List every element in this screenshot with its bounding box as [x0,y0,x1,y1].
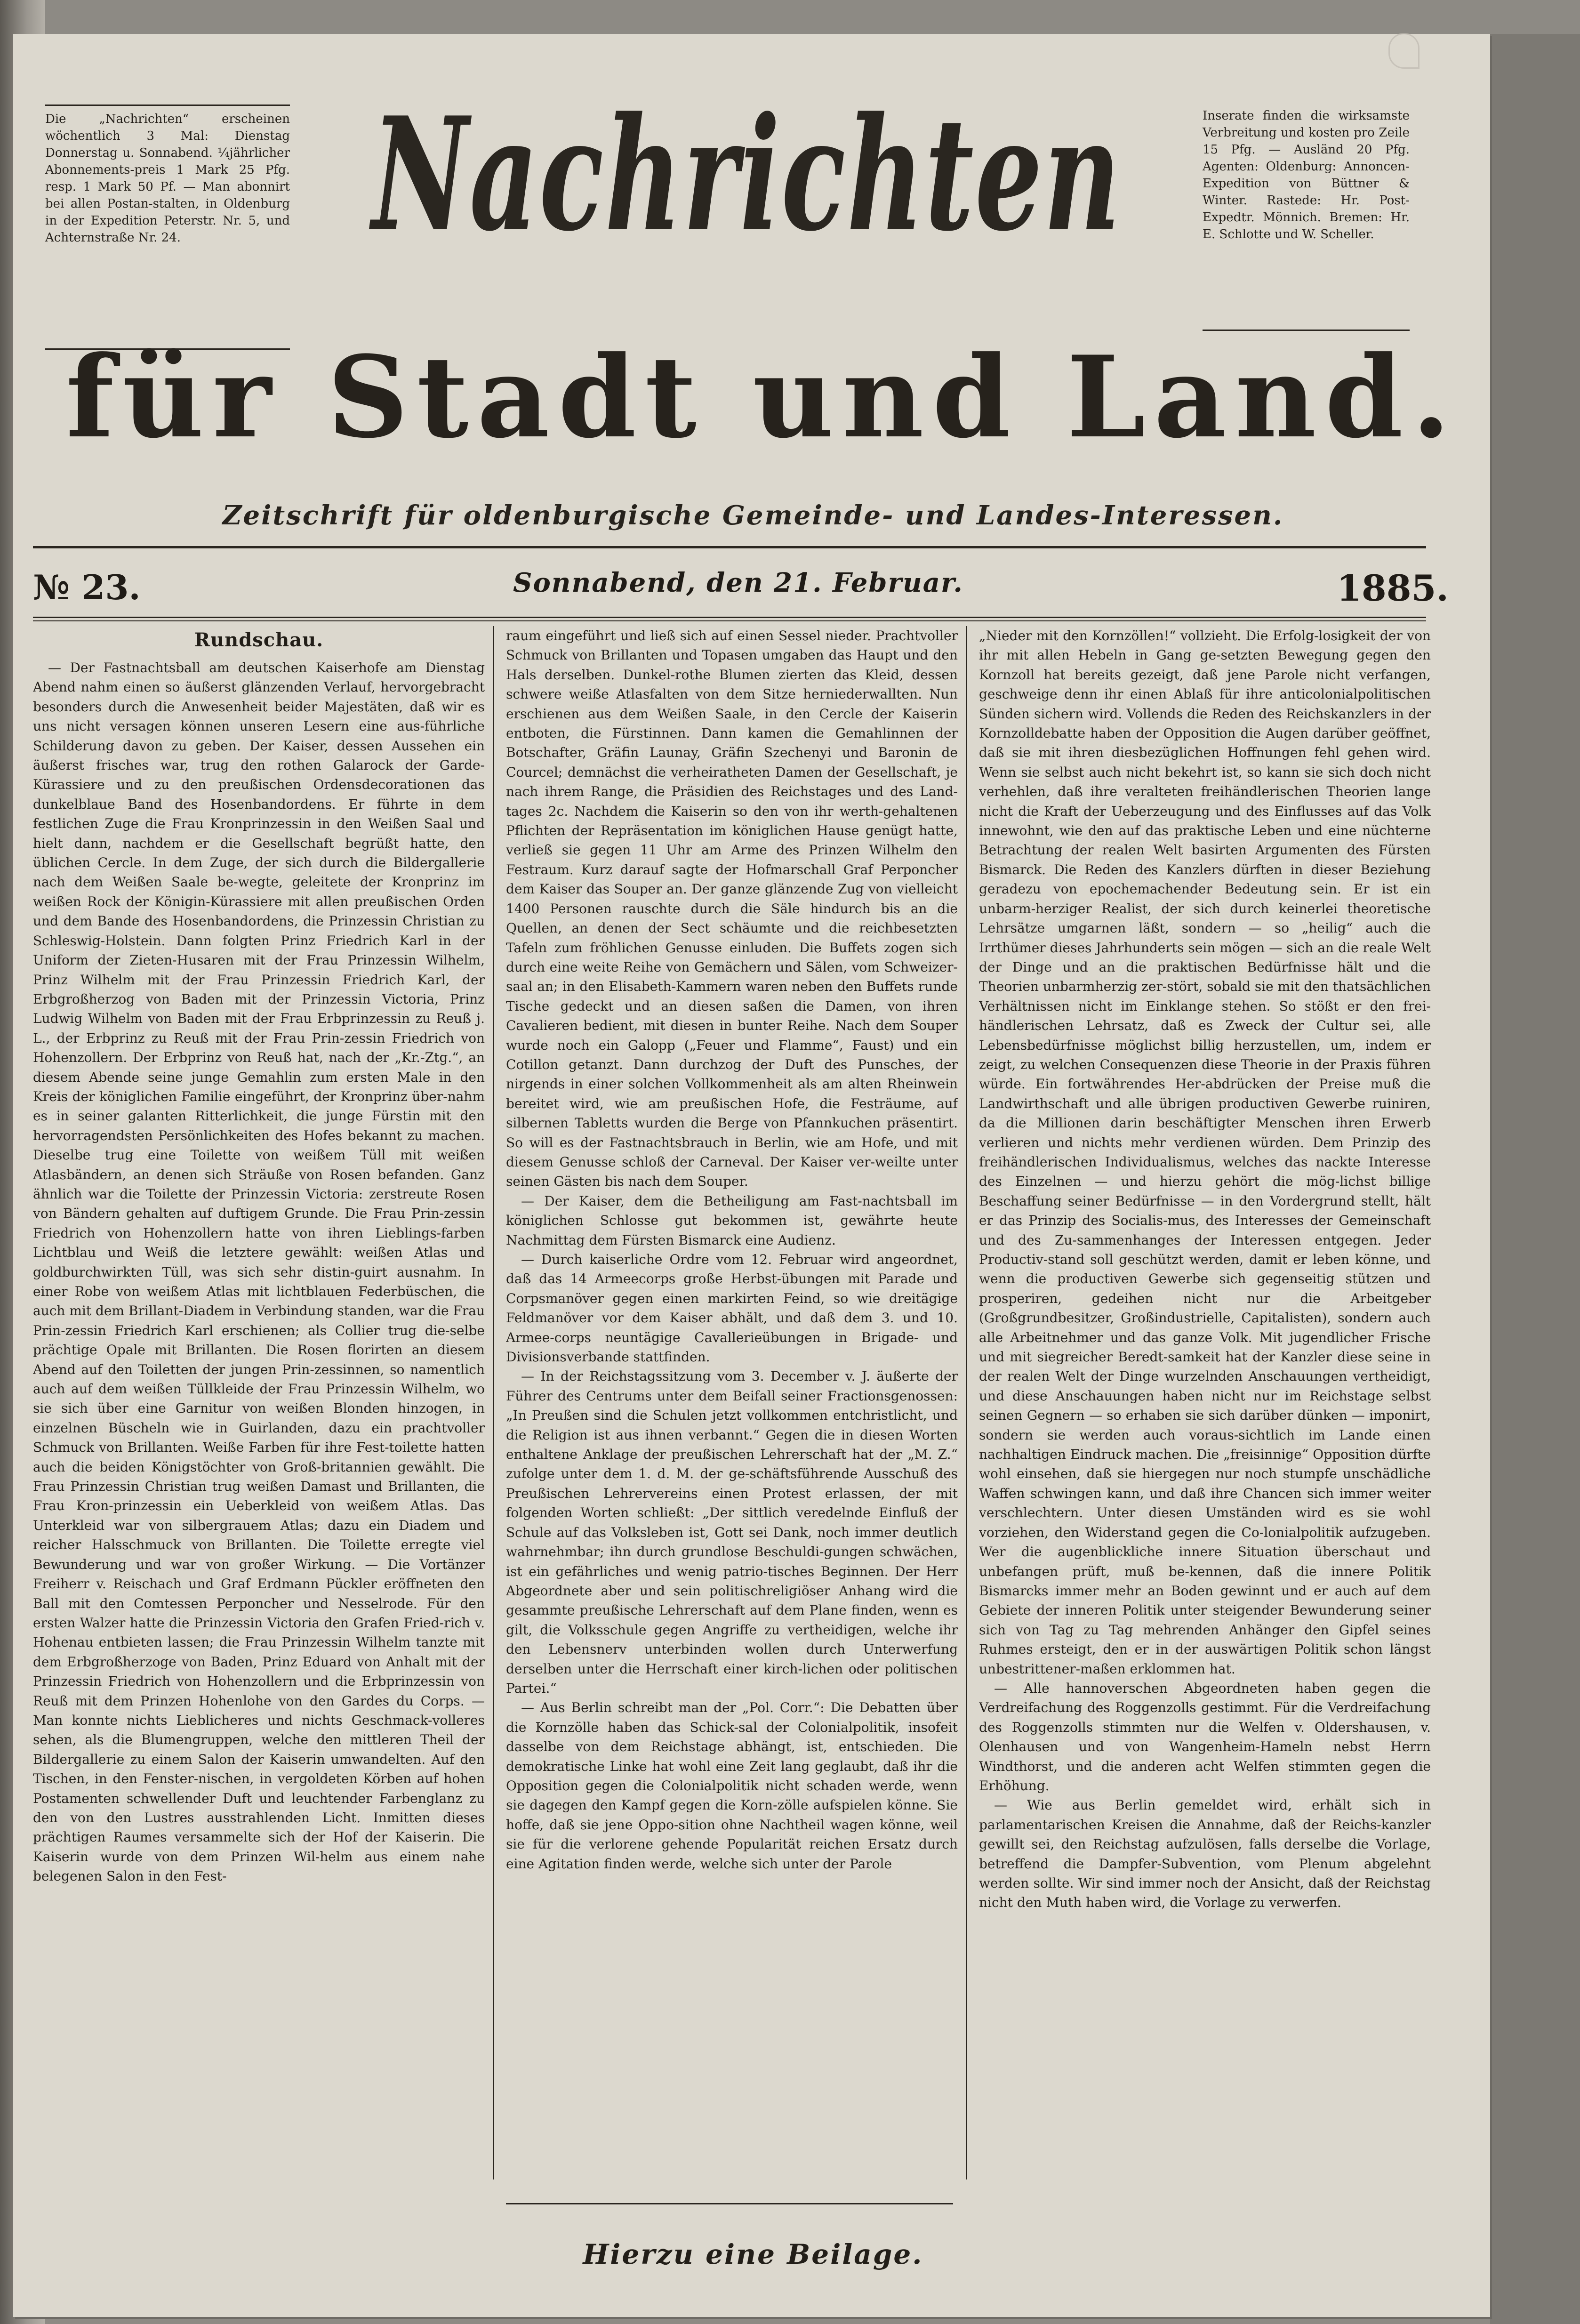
article-fastnachtsball: — Der Fastnachtsball am deutschen Kaiserhofe am Dienstag Abend nahm einen so äußerst glänzenden Verlauf, hervorgebracht besonders durch die Anwesenheit beider Majestäten, daß wir es uns nicht versagen können unseren Lesern eine aus-führliche Schilderung davon zu geben. Der Kaiser, dessen Aussehen ein äußerst frisches war, trug den rothen Galarock der Garde-Kürassiere und zu den preußischen Ordensdecorationen das dunkelblaue Band des Hosenbandordens. Er führte in dem festlichen Zuge die Frau Kronprinzessin in den Weißen Saal und hielt dann, nachdem er die Gesellschaft begrüßt hatte, den üblichen Cercle. In dem Zuge, der sich durch die Bildergallerie nach dem Weißen Saale be-wegte, geleitete der Kronprinz im weißen Rock der Königin-Kürassiere mit allen preußischen Orden und dem Bande des Hosenbandordens, die Prinzessin Christian zu Schleswig-Holstein. Dann folgten Prinz Friedrich Karl in der Uniform der Zieten-Husaren mit der Frau Prinzessin Wilhelm, Prinz Wilhelm mit der Frau Prinzessin Friedrich Karl, der Erbgroßherzog von Baden mit der Prinzessin Victoria, Prinz Ludwig Wilhelm von Baden mit der Frau Erbprinzessin zu Reuß j. L., der Erbprinz zu Reuß mit der Frau Prin-zessin Friedrich von Hohenzollern. Der Erbprinz von Reuß hat, nach der „Kr.-Ztg.“, an diesem Abende seine junge Gemahlin zum ersten Male in den Kreis der königlichen Familie eingeführt, der Kronprinz über-nahm es in seiner galanten Ritterlichkeit, die junge Fürstin mit den hervorragendsten Persönlichkeiten des Hofes bekannt zu machen. Dieselbe trug eine Toilette von weißem Tüll mit weißen Atlasbändern, an denen sich Sträuße von Rosen befanden. Ganz ähnlich war die Toilette der Prinzessin Victoria: zerstreute Rosen von Bändern gehalten auf duftigem Grunde. Die Frau Prin-zessin Friedrich von Hohenzollern hatte von ihren Lieblings-farben Lichtblau und Weiß die letztere gewählt: weißen Atlas und goldburchwirkten Tüll, was sich sehr distin-guirt ausnahm. In einer Robe von weißem Atlas mit lichtblauen Federbüschen, die auch mit dem Brillant-Diadem in Verbindung standen, war die Frau Prin-zessin Friedrich Karl erschienen; als Collier trug die-selbe prächtige Opale mit Brillanten. Die Rosen florirten an diesem Abend auf den Toiletten der jungen Prin-zessinnen, so namentlich auch auf dem weißen Tüllkleide der Frau Prinzessin Wilhelm, wo sie sich über eine Garnitur von weißen Blonden hinzogen, in einzelnen Büscheln wie in Guirlanden, dazu ein prachtvoller Schmuck von Brillanten. Weiße Farben für ihre Fest-toilette hatten auch die beiden Königstöchter von Groß-britannien gewählt. Die Frau Prinzessin Christian trug weißen Damast und Brillanten, die Frau Kron-prinzessin ein Ueberkleid von weißem Atlas. Das Unterkleid war von silbergrauem Atlas; dazu ein Diadem und reicher Halsschmuck von Brillanten. Die Toilette erregte viel Bewunderung und war von großer Wirkung. — Die Vortänzer Freiherr v. Reischach und Graf Erdmann Pückler eröffneten den Ball mit den Comtessen Perponcher und Nesselrode. Für den ersten Walzer hatte die Prinzessin Victoria den Grafen Fried-rich v. Hohenau entbieten lassen; die Frau Prinzessin Wilhelm tanzte mit dem Erbgroßherzoge von Baden, Prinz Eduard von Anhalt mit der Prinzessin Friedrich von Hohenzollern und die Erbprinzessin von Reuß mit dem Prinzen Hohenlohe von den Gardes du Corps. — Man konnte nichts Lieblicheres und nichts Geschmack-volleres sehen, als die Blumengruppen, welche den mittleren Theil der Bildergallerie zu einem Salon der Kaiserin umwandelten. Auf den Tischen, in den Fenster-nischen, in vergoldeten Körben auf hohen Postamenten schwellender Duft und leuchtender Farbenglanz zu den von den Lustres ausstrahlenden Licht. Inmitten dieses prächtigen Raumes versammelte sich der Hof der Kaiserin. Die Kaiserin wurde von dem Prinzen Wil-helm aus einem nahe belegenen Salon in den Fest- [33,660,485,1884]
article-kornzoelle-continued: „Nieder mit den Kornzöllen!“ vollzieht. Die Erfolg-losigkeit der von ihr mit allen Hebeln in Gang ge-setzten Bewegung gegen den Kornzoll hat bereits gezeigt, daß jene Parole nicht verfangen, geschweige denn ihr einen Ablaß für ihre anticolonialpolitischen Sünden sichern wird. Vollends die Reden des Reichskanzlers in der Kornzolldebatte haben der Opposition die Augen darüber geöffnet, daß sie mit ihren diesbezüglichen Hoffnungen fehl gehen wird. Wenn sie selbst auch nicht bekehrt ist, so kann sie sich doch nicht verhehlen, daß ihre veralteten freihändlerischen Theorien lange nicht die Kraft der Ueberzeugung und des Einflusses auf das Volk innewohnt, wie den auf das praktische Leben und eine nüchterne Betrachtung der realen Welt basirten Argumenten des Fürsten Bismarck. Die Reden des Kanzlers dürften in dieser Beziehung geradezu von epochemachender Bedeutung sein. Er ist ein unbarm-herziger Realist, der sich durch keinerlei theoretische Lehrsätze umgarnen läßt, sondern — so „heilig“ auch die Irrthümer dieses Jahrhunderts sein mögen — sich an die reale Welt der Dinge und an die praktischen Bedürfnisse hält und die Theorien unbarmherzig zer-stört, sobald sie mit den thatsächlichen Verhältnissen nicht im Einklange stehen. So stößt er den frei-händlerischen Lehrsatz, daß es Zweck der Cultur sei, alle Lebensbedürfnisse möglichst billig herzustellen, um, indem er zeigt, zu welchen Consequenzen diese Theorie in der Praxis führen würde. Ein fortwährendes Her-abdrücken der Preise muß die Landwirthschaft und alle übrigen productiven Gewerbe ruiniren, da die Millionen darin beschäftigter Menschen ihren Erwerb verlieren und nichts mehr verdienen würden. Dem Prinzip des freihändlerischen Individualismus, welches das nackte Interesse des Einzelnen — und hierzu gehört die mög-lichst billige Beschaffung seiner Bedürfnisse — in den Vordergrund stellt, hält er das Prinzip des Socialis-mus, des Interesses der Gemeinschaft und des Zu-sammenhanges der Interessen entgegen. Jeder Productiv-stand soll geschützt werden, damit er leben könne, und wenn die productiven Gewerbe sich gegenseitig stützen und prosperiren, gedeihen nicht nur die Arbeitgeber (Großgrundbesitzer, Großindustrielle, Capitalisten), sondern auch alle Arbeitnehmer und das ganze Volk. Mit jugendlicher Frische und mit siegreicher Beredt-samkeit hat der Kanzler diese seine in der realen Welt der Dinge wurzelnden Anschauungen vertheidigt, und diese Anschauungen haben nicht nur im Reichstage selbst seinen Gegnern — so erhaben sie sich darüber dünken — imponirt, sondern sie werden auch voraus-sichtlich im Lande einen nachhaltigen Eindruck machen. Die „freisinnige“ Opposition dürfte wohl einsehen, daß sie hiergegen nur noch stumpfe unschädliche Waffen schwingen kann, und daß ihre Chancen sich immer weiter verschlechtern. Unter diesen Umständen wird es sie wohl vorziehen, den Widerstand gegen die Co-lonialpolitik aufzugeben. Wer die augenblickliche innere Situation überschaut und unbefangen prüft, muß be-kennen, daß die innere Politik Bismarcks immer mehr an Boden gewinnt und er auch auf dem Gebiete der inneren Politik unter steigender Bewunderung seiner sich von Tag zu Tag mehrenden Anhänger den Gipfel seines Ruhmes ersteigt, den er in der auswärtigen Politik schon längst unbestrittener-maßen erklommen hat. [979,628,1431,1677]
issue-number: № 23. [33,567,141,607]
left-box-top-rule [45,105,290,106]
masthead-subtitle: Zeitschrift für oldenburgische Gemeinde- und Landes-Interessen. [222,500,1284,531]
article-kornzoelle: — Aus Berlin schreibt man der „Pol. Corr.“: Die Debatten über die Kornzölle haben das Schick-sal der Colonialpolitik, insofeit dasselbe von dem Reichstage abhängt, ist, entschieden. Die demokratische Linke hat wohl eine Zeit lang geglaubt, daß ihr die Opposition gegen die Colonialpolitik nicht schaden werde, wenn sie dagegen den Kampf gegen die Korn-zölle aufspielen könne. Sie hoffe, daß sie jene Oppo-sition ohne Nachtheil wagen könne, weil sie für die verlorene gehende Popularität reichen Ersatz durch eine Agitation finden werde, welche sich unter der Parole [506,1700,958,1872]
issue-date: Sonnabend, den 21. Februar. [513,567,963,598]
masthead-title: Nachrichten [372,83,1122,265]
dateline-rule-top [33,617,1426,618]
column-divider-1 [493,626,494,2179]
article-herbstuebungen: — Durch kaiserliche Ordre vom 12. Februar wird angeordnet, daß das 14 Armeecorps große Herbst-übungen mit Parade und Corpsmanöver gegen einen markirten Feind, so wie dreitägige Feldmanöver vor dem Kaiser abhält, und daß dem 3. und 10. Armee-corps neuntägige Cavallerieübungen in Brigade- und Divisionsverbande stattfinden. [506,1252,958,1365]
article-reichstag-aufloesung: — Wie aus Berlin gemeldet wird, erhält sich in parlamentarischen Kreisen die Annahme, daß der Reichs-kanzler gewillt sei, den Reichstag aufzulösen, falls derselbe die Vorlage, betreffend die Dampfer-Subvention, vom Plenum abgelehnt werden sollte. Wir sind immer noch der Ansicht, daß der Reichstag nicht den Muth haben wird, die Vorlage zu verwerfen. [979,1797,1431,1911]
column-3 [979,626,1431,2170]
advertising-info-box: Inserate finden die wirksamste Verbreitung und kosten pro Zeile 15 Pfg. — Ausländ 20 Pfg. Agenten: Oldenburg: Annoncen-Expedition von Büttner & Winter. Rastede: Hr. Post-Expedtr. Mönnich. Bremen: Hr. E. Schlotte und W. Scheller. [1203,109,1410,241]
section-heading: Rundschau. [194,629,324,651]
column-end-rule [506,2203,953,2204]
page-margin-right [1490,34,1580,2324]
article-reichstagssitzung: — In der Reichstagssitzung vom 3. December v. J. äußerte der Führer des Centrums unter dem Beifall seiner Fractionsgenossen: „In Preußen sind die Schulen jetzt vollkommen entchristlicht, und die Religion ist aus ihnen verbannt.“ Gegen die in diesen Worten enthaltene Anklage der preußischen Lehrerschaft hat der „M. Z.“ zufolge unter dem 1. d. M. der ge-schäftsführende Ausschuß des Preußischen Lehrervereins einen Protest erlassen, der mit folgenden Worten schließt: „Der sittlich veredelnde Einfluß der Schule auf das Volksleben ist, Gott sei Dank, noch immer deutlich wahrnehmbar; ihn durch grundlose Beschuldi-gungen schwächen, ist ein gefährliches und wenig patrio-tisches Beginnen. Der Herr Abgeordnete aber und sein politischreligiöser Anhang wird die gesammte preußische Lehrerschaft auf dem Plane finden, wenn es gilt, die Volksschule gegen Angriffe zu vertheidigen, welche ihr den Lebensnerv unterbinden wollen durch Unterwerfung derselben unter die Herrschaft einer kirch-lichen oder politischen Partei.“ [506,1368,958,1696]
article-hannoversche-abgeordnete: — Alle hannoverschen Abgeordneten haben gegen die Verdreifachung des Roggenzolls gestimmt. Für die Verdreifachung des Roggenzolls stimmten nur die Welfen v. Oldershausen, v. Olenhausen und von Wangenheim-Hameln nebst Herrn Windthorst, und die anderen acht Welfen stimmten gegen die Erhöhung. [979,1680,1431,1793]
masthead-rule [33,546,1426,548]
dateline-rule-bottom [33,620,1426,621]
masthead-title-line2: für Stadt und Land. [65,332,1460,463]
article-kaiser-audienz: — Der Kaiser, dem die Betheiligung am Fast-nachtsball im königlichen Schlosse gut bekommen ist, gewährte heute Nachmittag dem Fürsten Bismarck eine Audienz. [506,1193,958,1248]
subscription-info-box: Die „Nachrichten“ erscheinen wöchentlich 3 Mal: Dienstag Donnerstag u. Sonnabend. ¼jährlicher Abonnements-preis 1 Mark 25 Pfg. resp. 1 Mark 50 Pf. — Man abonnirt bei allen Postan-stalten, in Oldenburg in der Expedition Peterstr. Nr. 5, und Achternstraße Nr. 24. [45,112,290,245]
column-divider-2 [966,626,967,2179]
issue-year: 1885. [1337,567,1449,609]
supplement-notice: Hierzu eine Beilage. [583,2238,923,2270]
column-2 [506,626,958,2170]
right-box-bottom-rule [1203,330,1410,331]
article-fastnachtsball-continued: raum eingeführt und ließ sich auf einen Sessel nieder. Prachtvoller Schmuck von Brillanten und Topasen umgaben das Haupt und den Hals derselben. Dunkel-rothe Blumen zierten das Kleid, dessen schwere weiße Atlasfalten von dem Sitze herniederwallten. Nun erschienen aus dem Weißen Saale, in den Cercle der Kaiserin entboten, die Fürstinnen. Dann kamen die Gemahlinnen der Botschafter, Gräfin Launay, Gräfin Szechenyi und Baronin de Courcel; demnächst die verheiratheten Damen der Gesellschaft, je nach ihrem Range, die Präsidien des Reichstages und des Land-tages 2c. Nachdem die Kaiserin so den von ihr werth-gehaltenen Pflichten der Repräsentation im königlichen Hause genügt hatte, verließ sie gegen 11 Uhr am Arme des Prinzen Wilhelm den Festraum. Kurz darauf sagte der Hofmarschall Graf Perponcher dem Kaiser das Souper an. Der ganze glänzende Zug von vielleicht 1400 Personen rauschte durch die Säle hindurch bis an die Quellen, an denen der Sect schäumte und die reichbesetzten Tafeln zum fröhlichen Genusse einluden. Die Buffets zogen sich durch eine weite Reihe von Gemächern und Sälen, vom Schweizer-saal an; in den Elisabeth-Kammern waren neben den Buffets runde Tische gedeckt und an diesen saßen die Damen, von ihren Cavalieren bedient, mit diesen in bunter Reihe. Nach dem Souper wurde noch ein Galopp („Feuer und Flamme“, Faust) und ein Cotillon getanzt. Dann durchzog der Duft des Punsches, der nirgends in einer solchen Vollkommenheit als am alten Rheinwein bereitet wird, wie am preußischen Hofe, die Festräume, auf silbernen Tabletts wurden die Berge von Pfannkuchen präsentirt. So will es der Fastnachtsbrauch in Berlin, wie am Hofe, und mit diesem Genusse schloß der Carneval. Der Kaiser ver-weilte unter seinen Gästen bis nach dem Souper. [506,628,958,1190]
page-corner-mark [1388,33,1420,69]
column-1 [33,626,485,2170]
